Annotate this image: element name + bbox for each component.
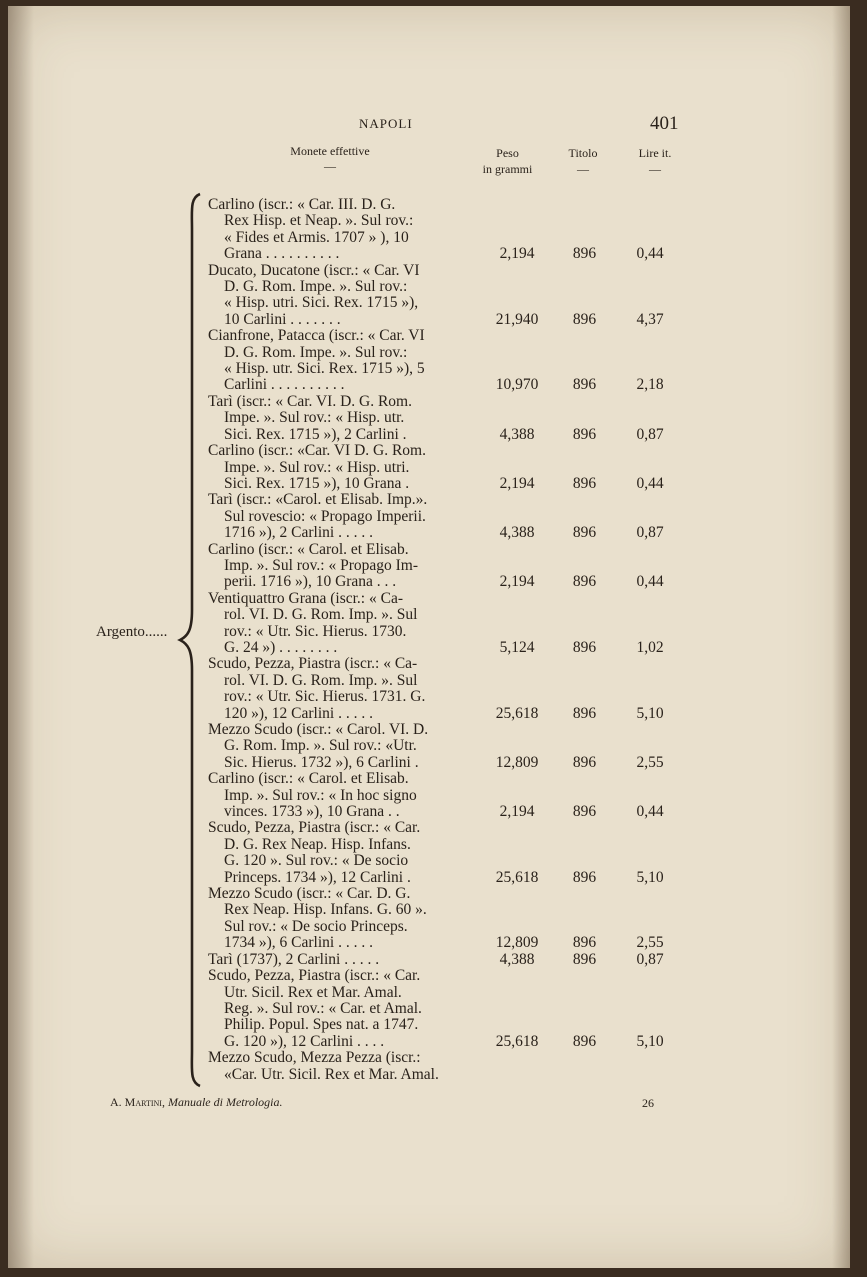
running-head: NAPOLI: [359, 116, 413, 131]
coin-description-line: Princeps. 1734 »), 12 Carlini .: [224, 868, 411, 886]
coin-description-line: Carlino (iscr.: « Carol. et Elisab.: [208, 770, 409, 788]
column-header-titolo-label: Titolo: [568, 146, 598, 160]
coin-description-line: « Hisp. utri. Sici. Rex. 1715 »),: [224, 294, 419, 312]
coin-description-line: Sul rovescio: « Propago Imperii.: [224, 507, 426, 525]
page-number: 401: [650, 113, 679, 134]
coin-description-line: rov.: « Utr. Sic. Hierus. 1730.: [224, 622, 407, 640]
coin-value-lire: 2,55: [636, 753, 664, 771]
footer-title: Manuale di Metrologia.: [167, 1095, 283, 1109]
coin-weight: 2,194: [499, 474, 535, 492]
coin-value-lire: 5,10: [636, 868, 664, 886]
coin-description-line: Carlino (iscr.: « Carol. et Elisab.: [208, 540, 409, 558]
coin-description: [200, 197, 458, 263]
coin-description-line: 120 »), 12 Carlini . . . . .: [224, 704, 373, 722]
coin-weight: 12,809: [495, 934, 539, 952]
coin-description: [200, 656, 458, 722]
coin-weight: 4,388: [499, 425, 535, 443]
coin-fineness: 896: [572, 803, 597, 821]
coin-description-line: D. G. Rom. Impe. ». Sul rov.:: [224, 278, 408, 296]
coin-description: [200, 820, 458, 886]
coin-description-line: Carlino (iscr.: «Car. VI D. G. Rom.: [208, 442, 426, 460]
coin-weight: 25,618: [495, 868, 539, 886]
coin-fineness: 896: [572, 753, 597, 771]
coin-description-line: 10 Carlini . . . . . . .: [224, 310, 341, 328]
coin-weight: 21,940: [495, 310, 539, 328]
coin-description-line: Mezzo Scudo, Mezza Pezza (iscr.:: [208, 1049, 421, 1067]
coin-fineness: 896: [572, 868, 597, 886]
coin-value-lire: 5,10: [636, 1032, 664, 1050]
coin-description-line: 1734 »), 6 Carlini . . . . .: [224, 934, 373, 952]
page-edge-shadow: [832, 6, 850, 1268]
coin-fineness: 896: [572, 950, 597, 968]
coin-description-line: Impe. ». Sul rov.: « Hisp. utr.: [224, 409, 405, 427]
coin-fineness: 896: [572, 934, 597, 952]
coin-fineness: 896: [572, 376, 597, 394]
coin-entry: [200, 197, 700, 263]
coin-entry: [200, 820, 700, 886]
coin-entry: [200, 952, 700, 968]
coin-description-line: Tarì (1737), 2 Carlini . . . . .: [208, 950, 380, 968]
coin-value-lire: 4,37: [636, 310, 664, 328]
coin-description: [200, 328, 458, 394]
column-header-peso-line1: Peso: [496, 146, 519, 160]
coin-weight: 2,194: [499, 245, 535, 263]
coin-description-line: D. G. Rom. Impe. ». Sul rov.:: [224, 343, 408, 361]
coin-weight: 2,194: [499, 803, 535, 821]
coin-description-line: Scudo, Pezza, Piastra (iscr.: « Car.: [208, 819, 421, 837]
coin-fineness: 896: [572, 1032, 597, 1050]
column-header-lire-label: Lire it.: [638, 146, 672, 160]
coin-value-lire: 0,87: [636, 524, 664, 542]
coin-description-line: vinces. 1733 »), 10 Grana . .: [224, 803, 400, 821]
coin-description-line: Mezzo Scudo (iscr.: « Car. D. G.: [208, 885, 411, 903]
coin-description-line: Imp. ». Sul rov.: « Propago Im-: [224, 556, 419, 574]
coin-description-line: G. 24 ») . . . . . . . .: [224, 638, 338, 656]
coin-description-line: « Hisp. utr. Sici. Rex. 1715 »), 5: [224, 360, 425, 378]
coin-description: [200, 443, 458, 492]
coin-fineness: 896: [572, 704, 597, 722]
coin-entry: [200, 263, 700, 329]
column-header-monete: [260, 144, 400, 174]
signature-mark: 26: [642, 1096, 654, 1110]
coin-entry: [200, 656, 700, 722]
coin-description-line: Tarì (iscr.: « Car. VI. D. G. Rom.: [208, 392, 412, 410]
coin-description-line: rov.: « Utr. Sic. Hierus. 1731. G.: [224, 688, 426, 706]
coin-value-lire: 0,87: [636, 425, 664, 443]
footer-separator: ,: [161, 1095, 168, 1109]
coin-value-lire: 2,18: [636, 376, 664, 394]
group-label-argento: Argento......: [96, 624, 168, 640]
coin-entry: [200, 722, 700, 771]
coin-fineness: 896: [572, 474, 597, 492]
coin-weight: 25,618: [495, 704, 539, 722]
coin-description-line: G. 120 ». Sul rov.: « De socio: [224, 852, 409, 870]
coin-entry: [200, 328, 700, 394]
coin-fineness: 896: [572, 638, 597, 656]
coin-description-line: Cianfrone, Patacca (iscr.: « Car. VI: [208, 327, 425, 345]
coin-value-lire: 0,44: [636, 803, 664, 821]
coin-description-line: perii. 1716 »), 10 Grana . . .: [224, 573, 397, 591]
coin-description: [200, 771, 458, 820]
coin-description-line: Carlini . . . . . . . . . .: [224, 376, 345, 394]
coin-entry: [200, 591, 700, 657]
coin-fineness: 896: [572, 425, 597, 443]
coin-description: [200, 492, 458, 541]
coin-description: [200, 968, 458, 1050]
coin-description-line: Carlino (iscr.: « Car. III. D. G.: [208, 196, 396, 213]
coin-value-lire: 0,87: [636, 950, 664, 968]
coin-entry: [200, 1050, 700, 1083]
coin-description-line: rol. VI. D. G. Rom. Imp. ». Sul: [224, 606, 418, 624]
coin-weight: 12,809: [495, 753, 539, 771]
coin-description: [200, 1050, 458, 1083]
column-dash: —: [324, 159, 336, 173]
coin-entry: [200, 968, 700, 1050]
column-dash: —: [577, 162, 589, 176]
coin-description-line: Tarì (iscr.: «Carol. et Elisab. Imp.».: [208, 491, 428, 509]
coin-table: [200, 197, 700, 1083]
coin-description-line: G. Rom. Imp. ». Sul rov.: «Utr.: [224, 737, 417, 755]
coin-weight: 2,194: [499, 573, 535, 591]
coin-fineness: 896: [572, 245, 597, 263]
coin-value-lire: 0,44: [636, 474, 664, 492]
coin-description-line: Rex Neap. Hisp. Infans. G. 60 ».: [224, 901, 427, 919]
coin-weight: 5,124: [499, 638, 535, 656]
column-header-monete-label: Monete effettive: [290, 144, 370, 158]
column-header-peso: [465, 145, 550, 177]
coin-weight: 10,970: [495, 376, 539, 394]
coin-description-line: 1716 »), 2 Carlini . . . . .: [224, 524, 373, 542]
coin-value-lire: 0,44: [636, 245, 664, 263]
coin-description-line: Ventiquattro Grana (iscr.: « Ca-: [208, 589, 403, 607]
coin-description-line: Rex Hisp. et Neap. ». Sul rov.:: [224, 212, 414, 230]
coin-entry: [200, 771, 700, 820]
coin-description-line: Ducato, Ducatone (iscr.: « Car. VI: [208, 261, 420, 279]
coin-description-line: Reg. ». Sul rov.: « Car. et Amal.: [224, 999, 422, 1017]
column-dash: —: [649, 162, 661, 176]
coin-entry: [200, 492, 700, 541]
coin-description-line: Impe. ». Sul rov.: « Hisp. utri.: [224, 458, 410, 476]
coin-description-line: Sici. Rex. 1715 »), 2 Carlini .: [224, 425, 407, 443]
column-header-titolo: [558, 145, 608, 177]
coin-description: [200, 952, 458, 968]
coin-value-lire: 1,02: [636, 638, 664, 656]
coin-description-line: « Fides et Armis. 1707 » ), 10: [224, 228, 409, 246]
coin-weight: 4,388: [499, 524, 535, 542]
coin-entry: [200, 886, 700, 952]
column-header-lire: [620, 145, 690, 177]
footer-citation: [110, 1095, 283, 1110]
coin-description-line: Sul rov.: « De socio Princeps.: [224, 917, 408, 935]
coin-value-lire: 2,55: [636, 934, 664, 952]
coin-description: [200, 886, 458, 952]
coin-description-line: G. 120 »), 12 Carlini . . . .: [224, 1032, 385, 1050]
coin-description-line: Mezzo Scudo (iscr.: « Carol. VI. D.: [208, 721, 429, 738]
coin-description-line: Imp. ». Sul rov.: « In hoc signo: [224, 786, 417, 804]
coin-description: [200, 542, 458, 591]
coin-description: [200, 394, 458, 443]
coin-description-line: Sic. Hierus. 1732 »), 6 Carlini .: [224, 753, 419, 771]
coin-description-line: Utr. Sicil. Rex et Mar. Amal.: [224, 983, 402, 1001]
coin-fineness: 896: [572, 310, 597, 328]
coin-value-lire: 0,44: [636, 573, 664, 591]
coin-description-line: Scudo, Pezza, Piastra (iscr.: « Ca-: [208, 655, 418, 673]
coin-description-line: Grana . . . . . . . . . .: [224, 245, 340, 263]
coin-description-line: Sici. Rex. 1715 »), 10 Grana .: [224, 474, 410, 492]
coin-description-line: «Car. Utr. Sicil. Rex et Mar. Amal.: [224, 1065, 439, 1083]
coin-description: [200, 591, 458, 657]
coin-entry: [200, 443, 700, 492]
coin-description-line: D. G. Rex Neap. Hisp. Infans.: [224, 835, 411, 853]
coin-description: [200, 722, 458, 771]
coin-weight: 4,388: [499, 950, 535, 968]
footer-author-initial: A.: [110, 1095, 125, 1109]
coin-entry: [200, 542, 700, 591]
column-header-peso-line2: in grammi: [482, 162, 533, 176]
coin-weight: 25,618: [495, 1032, 539, 1050]
coin-description-line: Scudo, Pezza, Piastra (iscr.: « Car.: [208, 967, 421, 985]
coin-fineness: 896: [572, 524, 597, 542]
coin-description-line: Philip. Popul. Spes nat. a 1747.: [224, 1016, 419, 1034]
footer-author-name: Martini: [124, 1095, 162, 1109]
coin-value-lire: 5,10: [636, 704, 664, 722]
coin-entry: [200, 394, 700, 443]
coin-description: [200, 263, 458, 329]
coin-description-line: rol. VI. D. G. Rom. Imp. ». Sul: [224, 671, 418, 689]
coin-fineness: 896: [572, 573, 597, 591]
spine-shadow: [8, 6, 34, 1268]
